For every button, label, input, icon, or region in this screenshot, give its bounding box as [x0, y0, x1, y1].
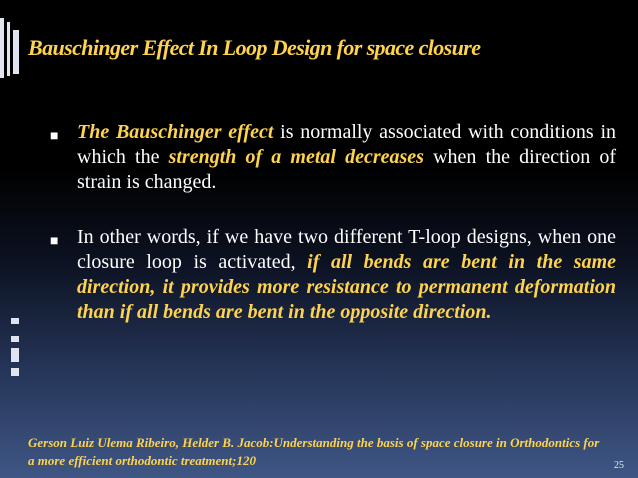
deco-bar	[11, 368, 19, 376]
deco-bar	[11, 348, 19, 362]
deco-bar	[11, 336, 19, 342]
highlight-text: Bauschinger effect	[115, 121, 274, 143]
deco-bar	[13, 30, 19, 74]
bullet-text	[77, 226, 616, 323]
slide-title: Bauschinger Effect In Loop Design for space closure	[28, 35, 481, 60]
square-bullet-icon: ■	[50, 234, 59, 249]
bullet-list	[50, 120, 616, 355]
deco-bar	[7, 22, 10, 76]
highlight-text: strength of a metal decreases	[168, 146, 424, 168]
body-text: when the direction of strain is changed.	[77, 146, 617, 193]
bullet-text	[77, 121, 616, 193]
body-text: is normally associated with conditions in which the	[77, 121, 616, 168]
deco-bar	[11, 318, 19, 324]
highlight-text: if all bends are bent in the same direction, it provides more resistance to permanent deformation than if all bends are bent in the opposite direction.	[77, 251, 616, 323]
citation: Gerson Luiz Ulema Ribeiro, Helder B. Jacob:Understanding the basis of space closure in Orthodontics for a more efficient orthodontic treatment;120	[28, 435, 600, 468]
bullet-item	[50, 120, 616, 195]
deco-bar	[0, 18, 4, 78]
highlight-text: The	[77, 121, 116, 143]
left-decoration-bottom	[0, 318, 20, 380]
body-text: In other words, if we have two different T-loop designs, when one closure loop is activated,	[77, 226, 616, 273]
page-number: 25	[614, 460, 624, 471]
bullet-item	[50, 225, 616, 325]
square-bullet-icon: ■	[50, 129, 59, 144]
left-decoration-top	[0, 18, 20, 78]
